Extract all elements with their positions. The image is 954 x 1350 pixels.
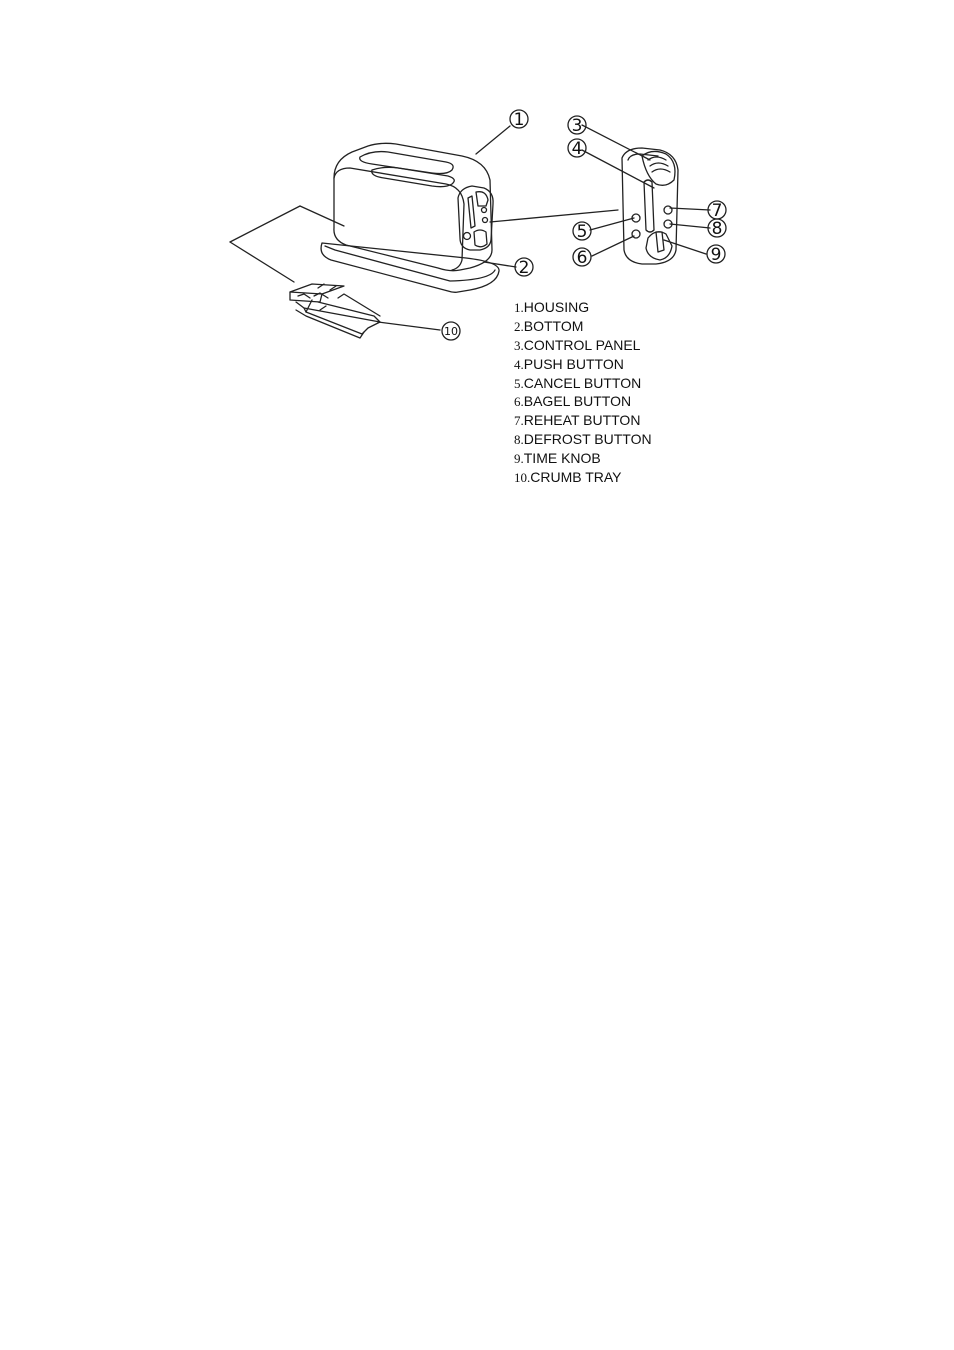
crumb-tray [290,284,380,338]
legend-item [514,317,652,336]
legend-item [514,355,652,374]
legend-item [514,468,652,487]
legend-number: 10. [514,470,531,486]
toaster-diagram [0,0,954,560]
legend-label: PUSH BUTTON [523,355,624,372]
legend-item [514,298,652,317]
legend-label: CRUMB TRAY [530,469,622,486]
legend-label: DEFROST BUTTON [523,431,652,448]
legend-number: 8. [514,432,524,448]
legend-item [514,449,652,468]
legend-number: 1. [514,300,524,315]
callout-3: 3 [571,116,583,136]
legend-number: 7. [514,413,524,429]
callout-6: 6 [576,248,588,268]
callout-4: 4 [571,139,583,159]
legend-number: 6. [514,394,524,410]
control-panel-detail [622,148,678,264]
legend-label: HOUSING [523,299,590,315]
legend-label: BOTTOM [523,317,584,334]
callout-1: 1 [513,110,525,130]
callout-7: 7 [711,201,723,221]
legend-label: CONTROL PANEL [523,336,641,353]
callout-10: 10 [444,325,458,338]
legend-item [514,392,652,411]
legend-number: 3. [514,337,524,353]
legend-label: REHEAT BUTTON [523,412,641,429]
legend-label: BAGEL BUTTON [523,393,632,410]
legend-label: TIME KNOB [523,450,601,467]
legend-item [514,430,652,449]
legend-number: 4. [514,356,524,372]
parts-legend [514,298,652,487]
legend-number: 2. [514,318,524,334]
legend-item [514,411,652,430]
legend-item [514,336,652,355]
legend-number: 9. [514,451,524,467]
callout-8: 8 [711,219,723,239]
toaster-housing [334,143,493,270]
callout-9: 9 [710,245,722,265]
callout-5: 5 [576,222,588,242]
legend-item [514,374,652,393]
callout-2: 2 [518,258,530,278]
legend-label: CANCEL BUTTON [523,374,642,391]
legend-number: 5. [514,375,524,391]
